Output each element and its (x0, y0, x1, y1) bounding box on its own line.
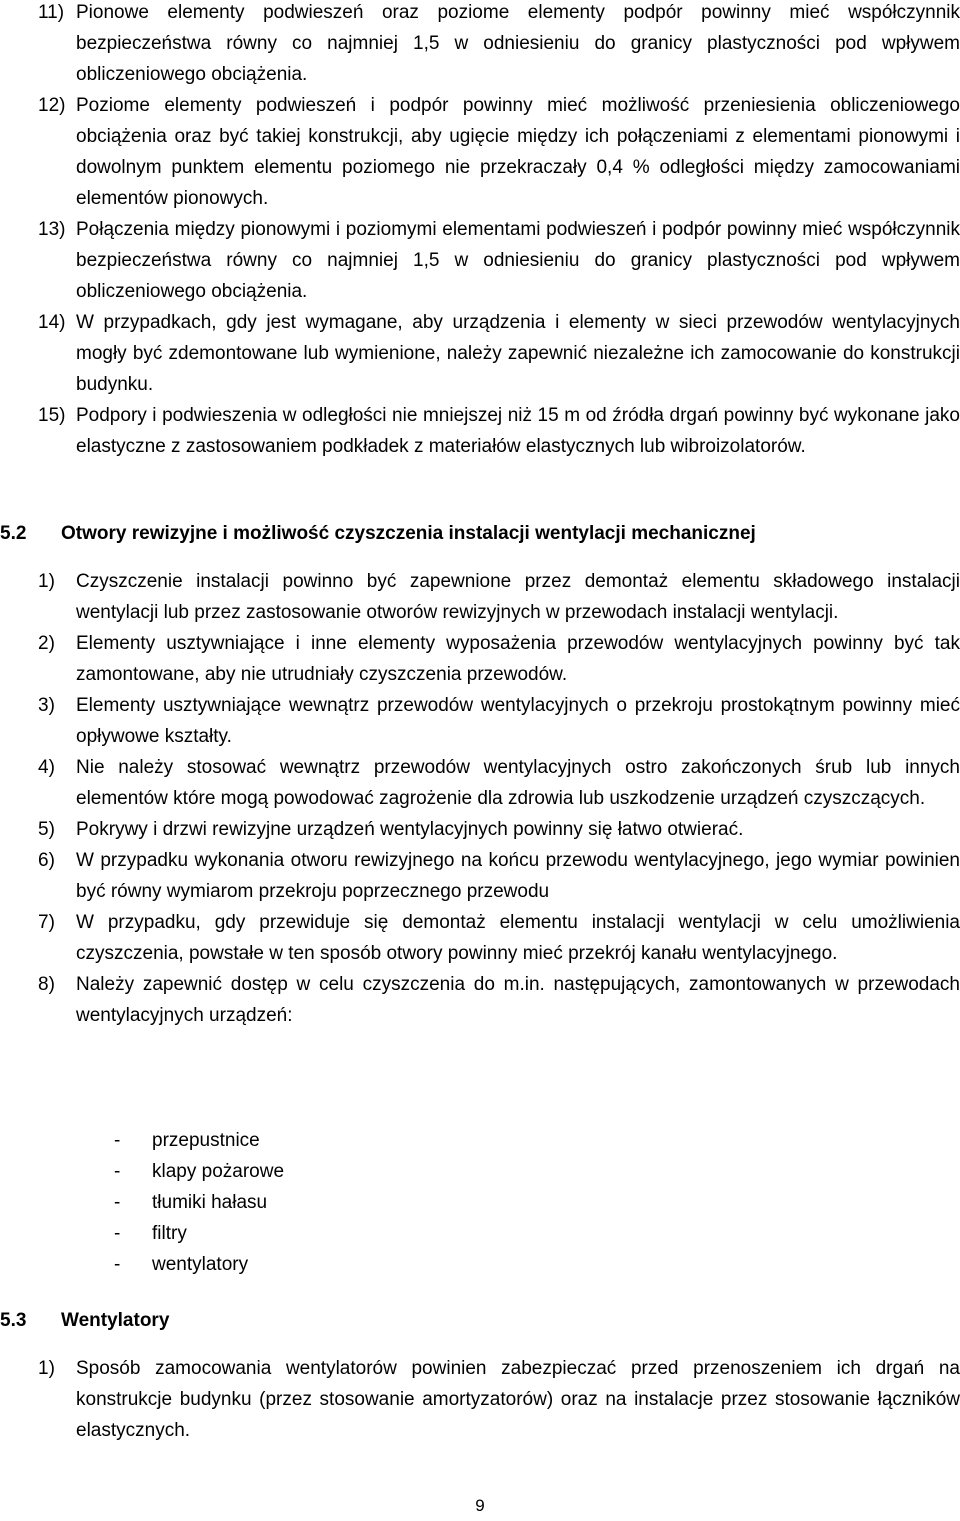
numbered-list (38, 566, 960, 1031)
section-number: 5.3 (0, 1310, 27, 1331)
numbered-list (38, 1353, 960, 1446)
list-item (38, 400, 960, 462)
sublist-item: - przepustnice (114, 1125, 960, 1156)
section-title: Wentylatory (61, 1310, 170, 1331)
list-item-text: Pokrywy i drzwi rewizyjne urządzeń wentylacyjnych powinny się łatwo otwierać. (76, 819, 744, 840)
list-item (38, 0, 960, 90)
list-item-number: 14) (38, 312, 66, 333)
list-item-text: Pionowe elementy podwieszeń oraz poziome elementy podpór powinny mieć współczynnik bezpieczeństwa równy co najmniej 1,5 w odniesieniu do granicy plastyczności pod wpływem obliczeniowego obciążenia. (76, 2, 960, 85)
list-item-text: Elementy usztywniające wewnątrz przewodów wentylacyjnych o przekroju prostokątnym powinny mieć opływowe kształty. (76, 695, 960, 747)
sublist-item: - klapy pożarowe (114, 1156, 960, 1187)
section-5-2-list-container (38, 566, 960, 1031)
list-item-number: 2) (38, 633, 55, 654)
top-list-container (38, 0, 960, 462)
sublist-item-text: przepustnice (152, 1130, 260, 1151)
numbered-list (38, 0, 960, 462)
list-item-text: Połączenia między pionowymi i poziomymi elementami podwieszeń i podpór powinny mieć współczynnik bezpieczeństwa równy co najmniej 1,5 w odniesieniu do granicy plastyczności pod wpływem obliczeniowego obciążenia. (76, 219, 960, 302)
device-sublist-container (0, 1125, 960, 1280)
sublist-item: - wentylatory (114, 1249, 960, 1280)
sublist-item: - tłumiki hałasu (114, 1187, 960, 1218)
list-item-number: 3) (38, 695, 55, 716)
sublist-item-text: tłumiki hałasu (152, 1192, 268, 1213)
page-number: 9 (475, 1496, 485, 1515)
list-item-text: Sposób zamocowania wentylatorów powinien zabezpieczać przed przenoszeniem ich drgań na konstrukcje budynku (przez stosowanie amortyzatorów) oraz na instalacje przez stosowanie łączników elastycznych. (76, 1358, 960, 1441)
list-item (38, 90, 960, 214)
list-item-text: W przypadku wykonania otworu rewizyjnego na końcu przewodu wentylacyjnego, jego wymiar powinien być równy wymiarom przekroju poprzecznego przewodu (76, 850, 960, 902)
list-item-number: 4) (38, 757, 55, 778)
list-item (38, 690, 960, 752)
section-heading-5-2 (0, 518, 960, 549)
list-item-text: Podpory i podwieszenia w odległości nie mniejszej niż 15 m od źródła drgań powinny być wykonane jako elastyczne z zastosowaniem podkładek z materiałów elastycznych lub wibroizolatorów. (76, 405, 960, 457)
sublist-item: - filtry (114, 1218, 960, 1249)
list-item-number: 12) (38, 95, 66, 116)
list-item-number: 15) (38, 405, 66, 426)
list-item-number: 11) (38, 2, 65, 23)
list-item (38, 628, 960, 690)
list-item (38, 969, 960, 1031)
sublist-item-text: klapy pożarowe (152, 1161, 285, 1182)
section-heading-5-3 (0, 1305, 960, 1336)
list-item-text: Czyszczenie instalacji powinno być zapewnione przez demontaż elementu składowego instalacji wentylacji lub przez zastosowanie otworów rewizyjnych w przewodach instalacji wentylacji. (76, 571, 960, 623)
list-item (38, 907, 960, 969)
list-item-number: 7) (38, 912, 55, 933)
list-item-number: 13) (38, 219, 66, 240)
list-item-number: 8) (38, 974, 55, 995)
list-item (38, 214, 960, 307)
list-item-number: 1) (38, 571, 55, 592)
device-sublist (0, 1125, 960, 1280)
list-item-number: 1) (38, 1358, 55, 1379)
list-item-text: Poziome elementy podwieszeń i podpór powinny mieć możliwość przeniesienia obliczeniowego obciążenia oraz być takiej konstrukcji, aby ugięcie między ich połączeniami z elementami pionowymi i dowolnym punktem elementu poziomego nie przekraczały 0,4 % odległości między zamocowaniami elementów pionowych. (76, 95, 960, 209)
list-item-number: 5) (38, 819, 55, 840)
list-item (38, 1353, 960, 1446)
sublist-item-text: wentylatory (152, 1254, 249, 1275)
sublist-item-text: filtry (152, 1223, 187, 1244)
list-item-text: Nie należy stosować wewnątrz przewodów wentylacyjnych ostro zakończonych śrub lub innych elementów które mogą powodować zagrożenie dla zdrowia lub uszkodzenie urządzeń czyszczących. (76, 757, 960, 809)
list-item-text: Należy zapewnić dostęp w celu czyszczenia do m.in. następujących, zamontowanych w przewodach wentylacyjnych urządzeń: (76, 974, 960, 1026)
list-item-text: W przypadkach, gdy jest wymagane, aby urządzenia i elementy w sieci przewodów wentylacyjnych mogły być zdemontowane lub wymienione, należy zapewnić niezależne ich zamocowanie do konstrukcji budynku. (76, 312, 960, 395)
section-number: 5.2 (0, 523, 27, 544)
list-item (38, 814, 960, 845)
list-item (38, 566, 960, 628)
list-item (38, 752, 960, 814)
list-item-number: 6) (38, 850, 55, 871)
list-item-text: W przypadku, gdy przewiduje się demontaż elementu instalacji wentylacji w celu umożliwienia czyszczenia, powstałe w ten sposób otwory powinny mieć przekrój kanału wentylacyjnego. (76, 912, 960, 964)
list-item-text: Elementy usztywniające i inne elementy wyposażenia przewodów wentylacyjnych powinny być tak zamontowane, aby nie utrudniały czyszczenia przewodów. (76, 633, 960, 685)
list-item (38, 845, 960, 907)
section-title: Otwory rewizyjne i możliwość czyszczenia instalacji wentylacji mechanicznej (61, 523, 756, 544)
list-item (38, 307, 960, 400)
section-5-3-list-container (38, 1353, 960, 1446)
